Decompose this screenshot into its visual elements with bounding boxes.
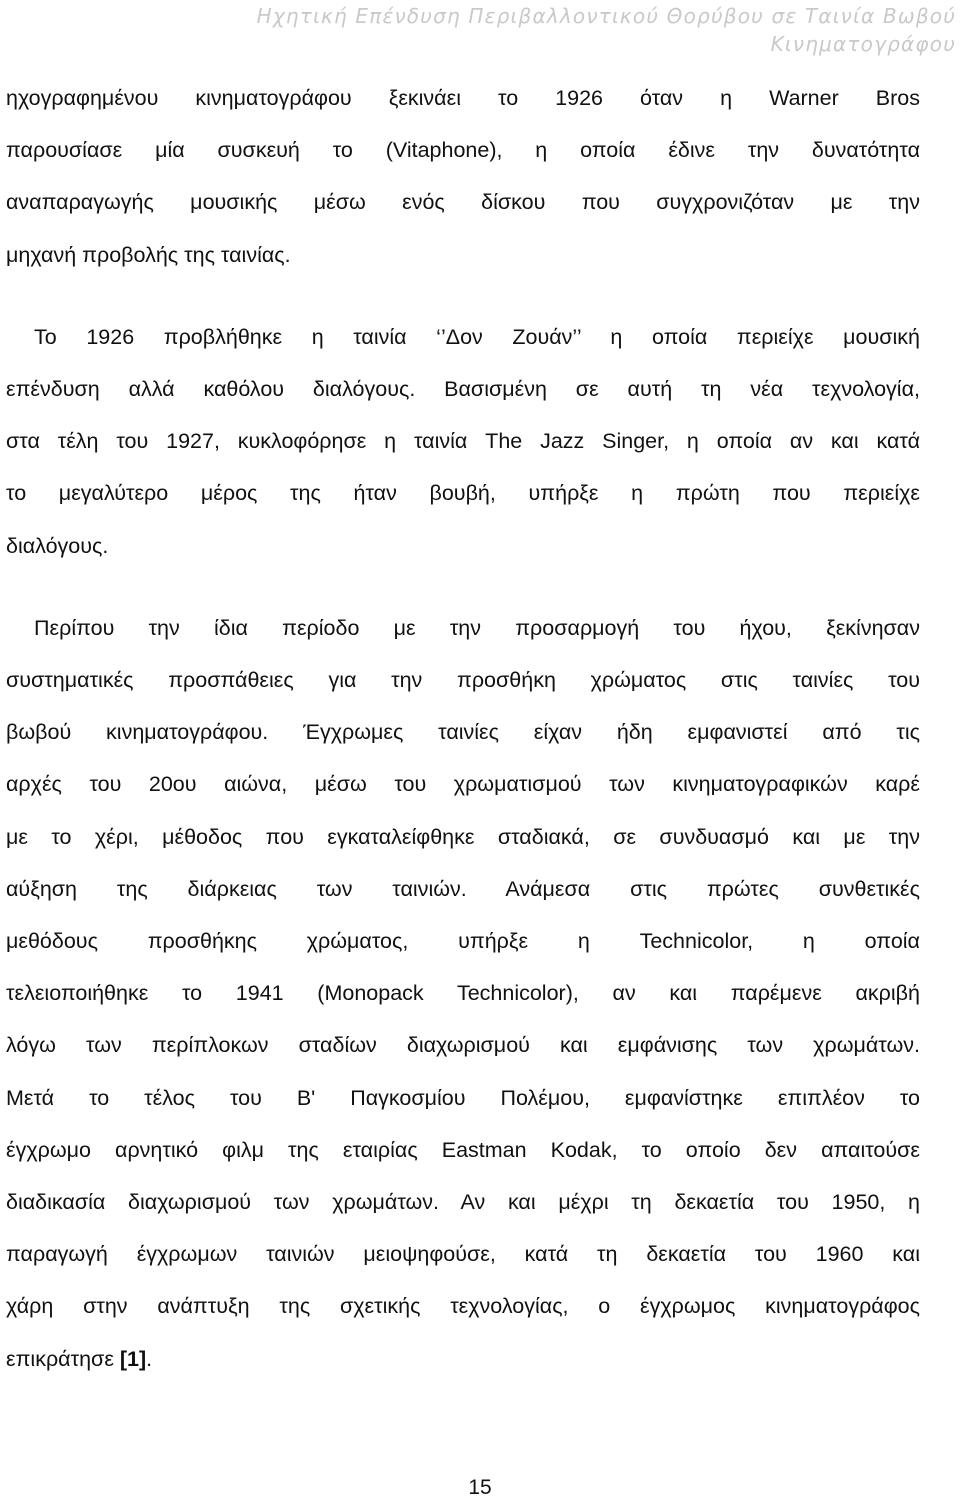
text-line: τελειοποιήθηκε το 1941 (Monopack Technicolor), αν και παρέμενε ακριβή bbox=[6, 981, 920, 1006]
text-line: αναπαραγωγής μουσικής μέσω ενός δίσκου που συγχρονιζόταν με την bbox=[6, 190, 920, 215]
text-line: στα τέλη του 1927, κυκλοφόρησε η ταινία The Jazz Singer, η οποία αν και κατά bbox=[6, 429, 920, 454]
text-line: λόγω των περίπλοκων σταδίων διαχωρισμού και εμφάνισης των χρωμάτων. bbox=[6, 1033, 920, 1058]
text-line: το μεγαλύτερο μέρος της ήταν βουβή, υπήρξε η πρώτη που περιείχε bbox=[6, 481, 920, 506]
text-line: Περίπου την ίδια περίοδο με την προσαρμογή του ήχου, ξεκίνησαν bbox=[34, 615, 920, 640]
citation-reference[interactable]: [1] bbox=[119, 1346, 147, 1371]
text-line: χάρη στην ανάπτυξη της σχετικής τεχνολογίας, ο έγχρωμος κινηματογράφος bbox=[6, 1294, 920, 1319]
running-header-line-1: Ηχητική Επένδυση Περιβαλλοντικού Θορύβου σε Ταινία Βωβού bbox=[256, 4, 956, 28]
paragraph-3 bbox=[6, 602, 920, 1385]
text-line: παραγωγή έγχρωμων ταινιών μειοψηφούσε, κατά τη δεκαετία του 1960 και bbox=[6, 1242, 920, 1267]
running-header bbox=[96, 2, 956, 58]
text-line: αύξηση της διάρκειας των ταινιών. Ανάμεσα στις πρώτες συνθετικές bbox=[6, 876, 920, 901]
text-line-final bbox=[6, 1333, 920, 1385]
text-line: ηχογραφημένου κινηματογράφου ξεκινάει το 1926 όταν η Warner Bros bbox=[6, 86, 920, 110]
body-text bbox=[6, 72, 920, 1385]
text-line: διαλόγους. bbox=[6, 533, 109, 558]
text-line: βωβού κινηματογράφου. Έγχρωμες ταινίες είχαν ήδη εμφανιστεί από τις bbox=[6, 720, 920, 745]
text-line: επένδυση αλλά καθόλου διαλόγους. Βασισμένη σε αυτή τη νέα τεχνολογία, bbox=[6, 377, 920, 402]
page-number: 15 bbox=[468, 1476, 492, 1499]
text-line: έγχρωμο αρνητικό φιλμ της εταιρίας Eastman Kodak, το οποίο δεν απαιτούσε bbox=[6, 1137, 920, 1162]
text-line: Το 1926 προβλήθηκε η ταινία ‘’Δον Ζουάν’’ η οποία περιείχε μουσική bbox=[34, 324, 920, 349]
paragraph-2 bbox=[6, 311, 920, 572]
final-text: επικράτησε bbox=[6, 1346, 120, 1371]
text-line: Μετά το τέλος του Β' Παγκοσμίου Πολέμου, εμφανίστηκε επιπλέον το bbox=[6, 1085, 920, 1110]
running-header-line-2: Κινηματογράφου bbox=[770, 32, 956, 56]
text-line: με το χέρι, μέθοδος που εγκαταλείφθηκε σταδιακά, σε συνδυασμό και με την bbox=[6, 824, 920, 849]
final-punctuation: . bbox=[146, 1346, 153, 1371]
paragraph-1 bbox=[6, 72, 920, 281]
text-line: αρχές του 20ου αιώνα, μέσω του χρωματισμού των κινηματογραφικών καρέ bbox=[6, 772, 920, 797]
text-line: διαδικασία διαχωρισμού των χρωμάτων. Αν και μέχρι τη δεκαετία του 1950, η bbox=[6, 1190, 920, 1215]
text-line: συστηματικές προσπάθειες για την προσθήκη χρώματος στις ταινίες του bbox=[6, 668, 920, 693]
text-line: παρουσίασε μία συσκευή το (Vitaphone), η οποία έδινε την δυνατότητα bbox=[6, 138, 920, 163]
text-line: μεθόδους προσθήκης χρώματος, υπήρξε η Technicolor, η οποία bbox=[6, 929, 920, 954]
text-line: μηχανή προβολής της ταινίας. bbox=[6, 242, 291, 267]
